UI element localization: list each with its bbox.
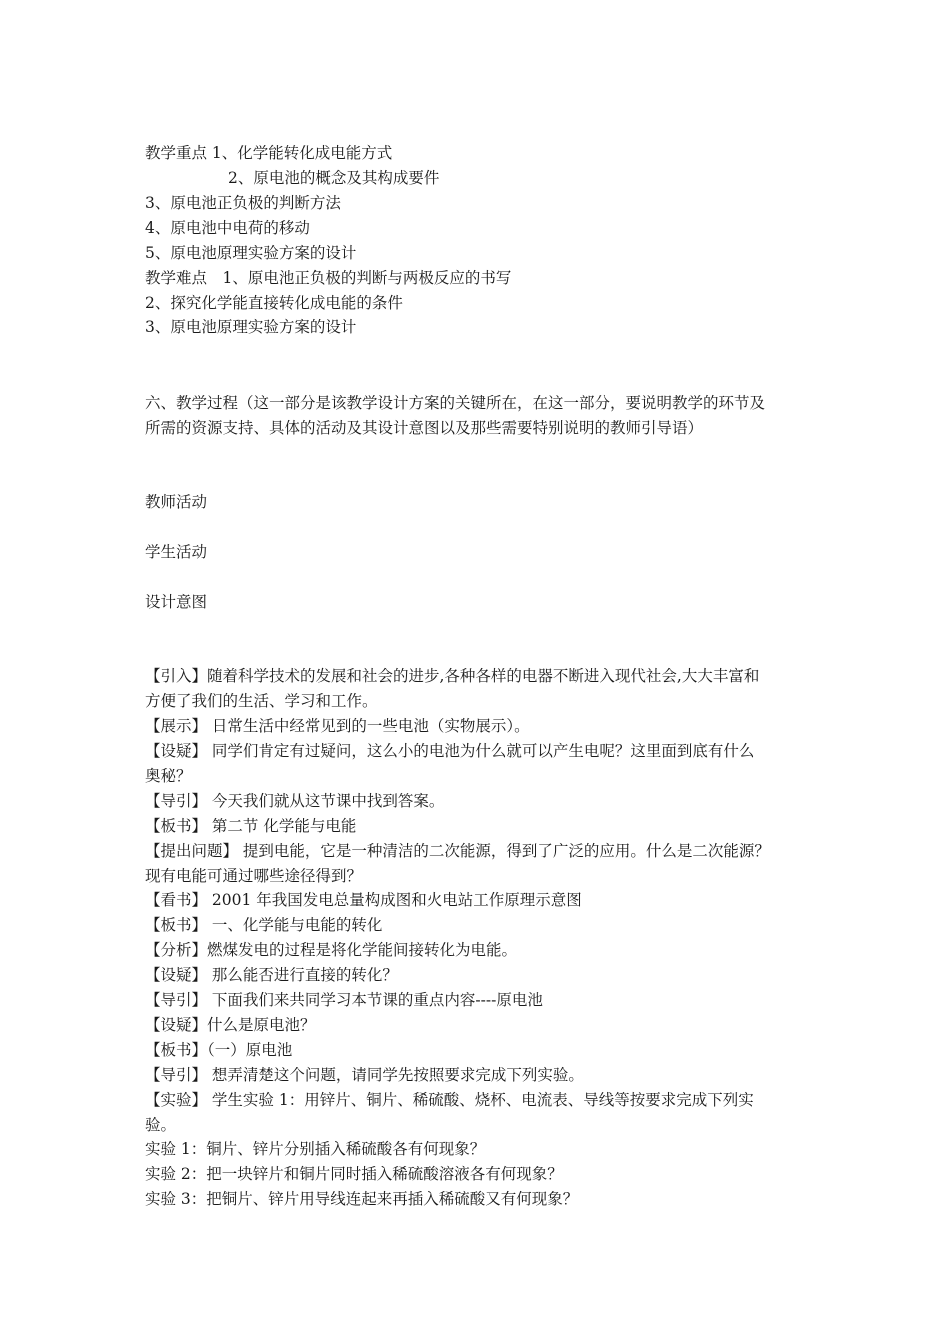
body-line: 【分析】燃煤发电的过程是将化学能间接转化为电能。	[145, 941, 518, 959]
body-line: 实验 1：铜片、锌片分别插入稀硫酸各有何现象？	[145, 1140, 486, 1158]
focus-line-3: 3、原电池正负极的判断方法	[145, 194, 341, 212]
student-activity-header: 学生活动	[145, 543, 208, 561]
focus-line-5: 5、原电池原理实验方案的设计	[145, 244, 357, 262]
body-line: 【设疑】什么是原电池？	[145, 1016, 316, 1034]
body-line: 【导引】 下面我们来共同学习本节课的重点内容----原电池	[145, 991, 543, 1009]
body-line: 【板书】（一）原电池	[145, 1041, 293, 1059]
body-line: 【设疑】 同学们肯定有过疑问，这么小的电池为什么就可以产生电呢？这里面到底有什么	[145, 742, 755, 760]
body-line: 【导引】 今天我们就从这节课中找到答案。	[145, 792, 445, 810]
body-line: 【导引】 想弄清楚这个问题，请同学先按照要求完成下列实验。	[145, 1066, 584, 1084]
focus-line-2: 2、原电池的概念及其构成要件	[228, 169, 440, 187]
body-line: 验。	[145, 1116, 177, 1134]
difficulty-line-2: 2、探究化学能直接转化成电能的条件	[145, 294, 403, 312]
body-line: 【看书】 2001 年我国发电总量构成图和火电站工作原理示意图	[145, 891, 582, 909]
body-line: 实验 2：把一块锌片和铜片同时插入稀硫酸溶液各有何现象？	[145, 1165, 563, 1183]
body-line: 【引入】随着科学技术的发展和社会的进步,各种各样的电器不断进入现代社会,大大丰富和	[145, 667, 760, 685]
process-line-1: 六、教学过程（这一部分是该教学设计方案的关键所在，在这一部分，要说明教学的环节及	[145, 394, 766, 412]
body-line: 实验 3：把铜片、锌片用导线连起来再插入稀硫酸又有何现象？	[145, 1190, 579, 1208]
body-line: 方便了我们的生活、学习和工作。	[145, 692, 378, 710]
body-line: 【板书】 第二节 化学能与电能	[145, 817, 357, 835]
process-line-2: 所需的资源支持、具体的活动及其设计意图以及那些需要特别说明的教师引导语）	[145, 419, 704, 437]
teacher-activity-header: 教师活动	[145, 493, 208, 511]
body-line: 【实验】 学生实验 1：用锌片、铜片、稀硫酸、烧杯、电流表、导线等按要求完成下列实	[145, 1091, 754, 1109]
design-intent-header: 设计意图	[145, 593, 208, 611]
body-line: 【板书】 一、化学能与电能的转化	[145, 916, 383, 934]
focus-line-4: 4、原电池中电荷的移动	[145, 219, 310, 237]
body-line: 【设疑】 那么能否进行直接的转化？	[145, 966, 398, 984]
difficulty-line-3: 3、原电池原理实验方案的设计	[145, 318, 357, 336]
focus-line-1: 教学重点 1、化学能转化成电能方式	[145, 144, 393, 162]
body-line: 奥秘？	[145, 767, 192, 785]
difficulty-line-1: 教学难点 1、原电池正负极的判断与两极反应的书写	[145, 269, 512, 287]
body-line: 【展示】 日常生活中经常见到的一些电池（实物展示）。	[145, 717, 530, 735]
body-line: 现有电能可通过哪些途径得到？	[145, 867, 363, 885]
body-line: 【提出问题】 提到电能，它是一种清洁的二次能源，得到了广泛的应用。什么是二次能源？	[145, 842, 770, 860]
